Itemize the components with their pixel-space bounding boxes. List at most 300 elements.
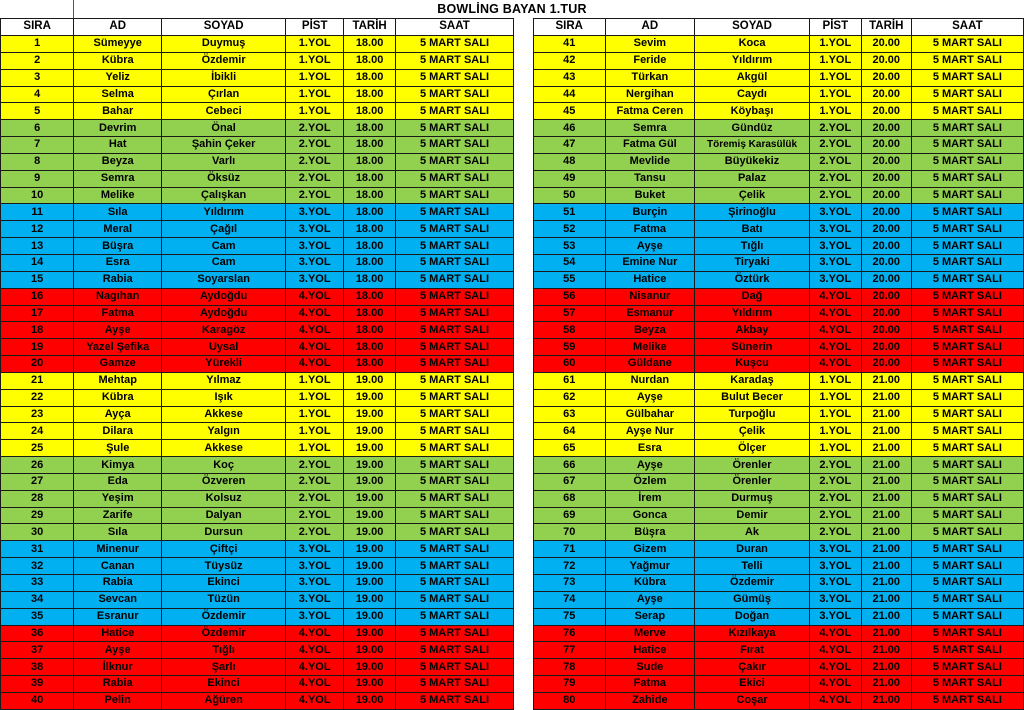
cell-tarih: 18.00 [344, 238, 396, 255]
cell-soyad: Cam [162, 238, 286, 255]
table-row [1, 524, 514, 541]
cell-tarih: 20.00 [861, 187, 911, 204]
cell-ad: Hat [74, 137, 162, 154]
cell-soyad: Özdemir [162, 52, 286, 69]
cell-sira: 62 [534, 389, 606, 406]
cell-pist: 2.YOL [286, 457, 344, 474]
cell-sira: 34 [1, 591, 74, 608]
cell-saat: 5 MART SALI [395, 221, 513, 238]
cell-soyad: Çırlan [162, 86, 286, 103]
cell-pist: 2.YOL [286, 137, 344, 154]
cell-ad: Gizem [605, 541, 695, 558]
cell-tarih: 19.00 [344, 575, 396, 592]
cell-ad: Bahar [74, 103, 162, 120]
cell-saat: 5 MART SALI [395, 372, 513, 389]
col-header-sira: SIRA [534, 19, 606, 36]
cell-tarih: 18.00 [344, 52, 396, 69]
title-bar [0, 0, 1024, 18]
cell-sira: 7 [1, 137, 74, 154]
cell-soyad: Çağıl [162, 221, 286, 238]
cell-sira: 18 [1, 322, 74, 339]
cell-tarih: 20.00 [861, 221, 911, 238]
cell-ad: Zarife [74, 507, 162, 524]
cell-sira: 20 [1, 356, 74, 373]
col-header-saat: SAAT [911, 19, 1023, 36]
cell-saat: 5 MART SALI [911, 625, 1023, 642]
cell-saat: 5 MART SALI [911, 86, 1023, 103]
cell-tarih: 21.00 [861, 575, 911, 592]
cell-ad: Gülbahar [605, 406, 695, 423]
cell-saat: 5 MART SALI [911, 52, 1023, 69]
cell-ad: Zahide [605, 692, 695, 709]
table-row [534, 120, 1024, 137]
table-row [1, 271, 514, 288]
cell-tarih: 18.00 [344, 322, 396, 339]
cell-sira: 23 [1, 406, 74, 423]
cell-ad: Sevim [605, 36, 695, 53]
table-row [534, 389, 1024, 406]
cell-soyad: Soyarslan [162, 271, 286, 288]
cell-tarih: 20.00 [861, 170, 911, 187]
cell-sira: 1 [1, 36, 74, 53]
cell-tarih: 19.00 [344, 541, 396, 558]
header-row [1, 19, 514, 36]
cell-saat: 5 MART SALI [395, 642, 513, 659]
cell-pist: 4.YOL [286, 625, 344, 642]
cell-soyad: Kızılkaya [695, 625, 810, 642]
cell-pist: 4.YOL [286, 305, 344, 322]
cell-soyad: Demir [695, 507, 810, 524]
cell-ad: İrem [605, 490, 695, 507]
cell-soyad: Karadaş [695, 372, 810, 389]
cell-saat: 5 MART SALI [911, 153, 1023, 170]
cell-tarih: 20.00 [861, 52, 911, 69]
cell-pist: 1.YOL [286, 52, 344, 69]
table-row [1, 288, 514, 305]
table-row [534, 608, 1024, 625]
cell-tarih: 21.00 [861, 507, 911, 524]
cell-tarih: 21.00 [861, 440, 911, 457]
cell-pist: 2.YOL [286, 120, 344, 137]
cell-pist: 3.YOL [809, 238, 861, 255]
cell-sira: 21 [1, 372, 74, 389]
cell-soyad: Yalgın [162, 423, 286, 440]
cell-tarih: 21.00 [861, 406, 911, 423]
cell-ad: Nurdan [605, 372, 695, 389]
cell-saat: 5 MART SALI [395, 490, 513, 507]
table-row [534, 86, 1024, 103]
cell-tarih: 18.00 [344, 103, 396, 120]
cell-pist: 1.YOL [286, 69, 344, 86]
cell-soyad: Tığlı [695, 238, 810, 255]
cell-sira: 26 [1, 457, 74, 474]
cell-pist: 4.YOL [286, 642, 344, 659]
cell-soyad: Bulut Becer [695, 389, 810, 406]
cell-tarih: 18.00 [344, 86, 396, 103]
cell-tarih: 18.00 [344, 271, 396, 288]
cell-tarih: 18.00 [344, 204, 396, 221]
table-row [534, 204, 1024, 221]
cell-sira: 66 [534, 457, 606, 474]
cell-pist: 2.YOL [286, 153, 344, 170]
cell-tarih: 20.00 [861, 339, 911, 356]
cell-saat: 5 MART SALI [911, 692, 1023, 709]
table-row [1, 575, 514, 592]
cell-saat: 5 MART SALI [911, 170, 1023, 187]
cell-sira: 78 [534, 659, 606, 676]
cell-pist: 4.YOL [809, 676, 861, 693]
cell-soyad: Özdemir [162, 608, 286, 625]
cell-soyad: Özdemir [695, 575, 810, 592]
col-header-pist: PİST [286, 19, 344, 36]
cell-saat: 5 MART SALI [395, 120, 513, 137]
cell-tarih: 20.00 [861, 271, 911, 288]
table-row [534, 490, 1024, 507]
cell-soyad: Yılmaz [162, 372, 286, 389]
cell-soyad: Koca [695, 36, 810, 53]
cell-saat: 5 MART SALI [395, 575, 513, 592]
cell-sira: 55 [534, 271, 606, 288]
cell-tarih: 21.00 [861, 558, 911, 575]
cell-tarih: 19.00 [344, 608, 396, 625]
cell-soyad: Tüzün [162, 591, 286, 608]
cell-ad: Şule [74, 440, 162, 457]
cell-sira: 9 [1, 170, 74, 187]
cell-ad: Semra [605, 120, 695, 137]
cell-pist: 3.YOL [286, 254, 344, 271]
cell-soyad: Caydı [695, 86, 810, 103]
cell-saat: 5 MART SALI [911, 541, 1023, 558]
cell-saat: 5 MART SALI [395, 187, 513, 204]
table-row [534, 69, 1024, 86]
table-row [1, 423, 514, 440]
cell-ad: Meral [74, 221, 162, 238]
cell-pist: 3.YOL [286, 271, 344, 288]
cell-soyad: Tiryaki [695, 254, 810, 271]
cell-saat: 5 MART SALI [911, 372, 1023, 389]
cell-sira: 71 [534, 541, 606, 558]
cell-soyad: Turpoğlu [695, 406, 810, 423]
cell-tarih: 20.00 [861, 137, 911, 154]
cell-ad: Türkan [605, 69, 695, 86]
cell-ad: Fatma [605, 676, 695, 693]
cell-sira: 72 [534, 558, 606, 575]
cell-soyad: Büyükekiz [695, 153, 810, 170]
cell-saat: 5 MART SALI [911, 423, 1023, 440]
cell-ad: Emine Nur [605, 254, 695, 271]
cell-ad: Ayşe [605, 238, 695, 255]
cell-sira: 33 [1, 575, 74, 592]
cell-pist: 1.YOL [809, 440, 861, 457]
cell-ad: Esra [74, 254, 162, 271]
cell-soyad: Akkese [162, 406, 286, 423]
cell-tarih: 21.00 [861, 457, 911, 474]
cell-pist: 1.YOL [286, 423, 344, 440]
cell-ad: Yeliz [74, 69, 162, 86]
cell-sira: 46 [534, 120, 606, 137]
cell-soyad: Cam [162, 254, 286, 271]
cell-pist: 3.YOL [286, 558, 344, 575]
cell-pist: 3.YOL [286, 591, 344, 608]
cell-pist: 3.YOL [286, 204, 344, 221]
cell-sira: 76 [534, 625, 606, 642]
cell-ad: Gonca [605, 507, 695, 524]
cell-pist: 4.YOL [286, 339, 344, 356]
table-row [1, 507, 514, 524]
cell-ad: Sude [605, 659, 695, 676]
cell-soyad: Çelik [695, 423, 810, 440]
cell-ad: Hatice [74, 625, 162, 642]
cell-soyad: Öztürk [695, 271, 810, 288]
cell-soyad: Töremiş Karasülük [695, 137, 810, 154]
cell-soyad: Yıldırım [695, 305, 810, 322]
cell-ad: Rabia [74, 271, 162, 288]
cell-sira: 54 [534, 254, 606, 271]
cell-tarih: 20.00 [861, 103, 911, 120]
table-row [1, 692, 514, 709]
cell-ad: Selma [74, 86, 162, 103]
cell-tarih: 18.00 [344, 153, 396, 170]
cell-soyad: Yıldırım [162, 204, 286, 221]
cell-ad: Beyza [605, 322, 695, 339]
cell-soyad: Tığlı [162, 642, 286, 659]
cell-sira: 38 [1, 659, 74, 676]
cell-ad: Devrim [74, 120, 162, 137]
table-row [1, 440, 514, 457]
table-row [1, 608, 514, 625]
cell-saat: 5 MART SALI [911, 120, 1023, 137]
table-row [534, 558, 1024, 575]
cell-soyad: Çelik [695, 187, 810, 204]
cell-saat: 5 MART SALI [395, 423, 513, 440]
cell-sira: 48 [534, 153, 606, 170]
cell-sira: 4 [1, 86, 74, 103]
col-header-saat: SAAT [395, 19, 513, 36]
cell-saat: 5 MART SALI [395, 271, 513, 288]
table-row [534, 676, 1024, 693]
cell-sira: 74 [534, 591, 606, 608]
cell-sira: 19 [1, 339, 74, 356]
cell-soyad: Karagöz [162, 322, 286, 339]
cell-saat: 5 MART SALI [395, 507, 513, 524]
cell-pist: 3.YOL [286, 608, 344, 625]
cell-saat: 5 MART SALI [911, 406, 1023, 423]
cell-saat: 5 MART SALI [911, 591, 1023, 608]
cell-saat: 5 MART SALI [395, 36, 513, 53]
cell-sira: 30 [1, 524, 74, 541]
cell-soyad: Coşar [695, 692, 810, 709]
schedule-table-left [0, 18, 514, 710]
table-row [1, 490, 514, 507]
table-row [1, 238, 514, 255]
table-row [1, 659, 514, 676]
table-row [534, 103, 1024, 120]
cell-sira: 53 [534, 238, 606, 255]
cell-saat: 5 MART SALI [395, 676, 513, 693]
table-row [534, 457, 1024, 474]
cell-pist: 4.YOL [286, 288, 344, 305]
cell-ad: Ayşe [74, 322, 162, 339]
table-row [1, 625, 514, 642]
cell-saat: 5 MART SALI [911, 490, 1023, 507]
table-row [534, 642, 1024, 659]
cell-tarih: 21.00 [861, 659, 911, 676]
cell-saat: 5 MART SALI [911, 204, 1023, 221]
cell-pist: 2.YOL [809, 137, 861, 154]
cell-tarih: 19.00 [344, 524, 396, 541]
table-row [534, 440, 1024, 457]
cell-ad: Esranur [74, 608, 162, 625]
cell-sira: 8 [1, 153, 74, 170]
cell-pist: 4.YOL [809, 692, 861, 709]
cell-ad: Sevcan [74, 591, 162, 608]
schedule-table-right [533, 18, 1024, 710]
cell-tarih: 18.00 [344, 137, 396, 154]
table-row [1, 473, 514, 490]
cell-ad: Özlem [605, 473, 695, 490]
cell-saat: 5 MART SALI [395, 137, 513, 154]
cell-soyad: Duymuş [162, 36, 286, 53]
cell-sira: 44 [534, 86, 606, 103]
col-header-soyad: SOYAD [162, 19, 286, 36]
cell-tarih: 21.00 [861, 423, 911, 440]
cell-soyad: Ekinci [162, 676, 286, 693]
cell-sira: 15 [1, 271, 74, 288]
cell-pist: 3.YOL [809, 575, 861, 592]
cell-tarih: 19.00 [344, 692, 396, 709]
cell-saat: 5 MART SALI [395, 69, 513, 86]
col-header-pist: PİST [809, 19, 861, 36]
cell-saat: 5 MART SALI [395, 52, 513, 69]
cell-tarih: 20.00 [861, 153, 911, 170]
cell-soyad: Köybaşı [695, 103, 810, 120]
cell-saat: 5 MART SALI [395, 473, 513, 490]
cell-saat: 5 MART SALI [395, 322, 513, 339]
cell-pist: 3.YOL [809, 608, 861, 625]
cell-soyad: Telli [695, 558, 810, 575]
table-row [1, 389, 514, 406]
cell-soyad: Şahin Çeker [162, 137, 286, 154]
cell-pist: 4.YOL [286, 322, 344, 339]
cell-sira: 64 [534, 423, 606, 440]
cell-saat: 5 MART SALI [911, 473, 1023, 490]
cell-soyad: Ekinci [162, 575, 286, 592]
table-row [534, 36, 1024, 53]
cell-saat: 5 MART SALI [911, 558, 1023, 575]
cell-sira: 29 [1, 507, 74, 524]
table-row [1, 322, 514, 339]
table-row [534, 187, 1024, 204]
cell-soyad: Örenler [695, 457, 810, 474]
table-row [1, 69, 514, 86]
cell-pist: 2.YOL [809, 490, 861, 507]
cell-ad: Ayşe Nur [605, 423, 695, 440]
cell-sira: 13 [1, 238, 74, 255]
cell-tarih: 18.00 [344, 356, 396, 373]
cell-soyad: Aydoğdu [162, 305, 286, 322]
cell-saat: 5 MART SALI [395, 541, 513, 558]
cell-soyad: Çakır [695, 659, 810, 676]
cell-ad: Beyza [74, 153, 162, 170]
cell-tarih: 18.00 [344, 221, 396, 238]
table-row [534, 288, 1024, 305]
cell-pist: 4.YOL [286, 676, 344, 693]
cell-pist: 4.YOL [809, 642, 861, 659]
cell-sira: 2 [1, 52, 74, 69]
header-row [534, 19, 1024, 36]
cell-tarih: 19.00 [344, 676, 396, 693]
table-row [1, 558, 514, 575]
table-row [1, 254, 514, 271]
cell-soyad: Sünerin [695, 339, 810, 356]
cell-tarih: 21.00 [861, 625, 911, 642]
cell-ad: Ayşe [605, 457, 695, 474]
cell-ad: Burçin [605, 204, 695, 221]
cell-tarih: 19.00 [344, 473, 396, 490]
cell-sira: 24 [1, 423, 74, 440]
cell-tarih: 20.00 [861, 238, 911, 255]
cell-sira: 37 [1, 642, 74, 659]
cell-saat: 5 MART SALI [395, 608, 513, 625]
cell-sira: 75 [534, 608, 606, 625]
cell-pist: 2.YOL [809, 170, 861, 187]
cell-saat: 5 MART SALI [911, 36, 1023, 53]
cell-sira: 73 [534, 575, 606, 592]
cell-tarih: 21.00 [861, 541, 911, 558]
cell-soyad: Aydoğdu [162, 288, 286, 305]
cell-saat: 5 MART SALI [911, 69, 1023, 86]
cell-soyad: Kolsuz [162, 490, 286, 507]
table-row [534, 238, 1024, 255]
cell-ad: Semra [74, 170, 162, 187]
table-row [1, 120, 514, 137]
table-row [534, 423, 1024, 440]
cell-soyad: İbikli [162, 69, 286, 86]
table-row [534, 473, 1024, 490]
cell-pist: 3.YOL [809, 254, 861, 271]
cell-sira: 3 [1, 69, 74, 86]
cell-tarih: 21.00 [861, 608, 911, 625]
table-row [1, 221, 514, 238]
cell-tarih: 19.00 [344, 423, 396, 440]
cell-saat: 5 MART SALI [911, 271, 1023, 288]
table-row [1, 52, 514, 69]
cell-pist: 3.YOL [286, 541, 344, 558]
cell-pist: 4.YOL [809, 659, 861, 676]
cell-tarih: 21.00 [861, 676, 911, 693]
cell-soyad: Akbay [695, 322, 810, 339]
cell-soyad: Uysal [162, 339, 286, 356]
cell-pist: 1.YOL [809, 423, 861, 440]
col-header-ad: AD [74, 19, 162, 36]
cell-pist: 3.YOL [286, 238, 344, 255]
cell-saat: 5 MART SALI [911, 642, 1023, 659]
cell-tarih: 21.00 [861, 473, 911, 490]
cell-ad: Güldane [605, 356, 695, 373]
cell-tarih: 19.00 [344, 372, 396, 389]
table-row [1, 103, 514, 120]
cell-tarih: 21.00 [861, 692, 911, 709]
cell-tarih: 18.00 [344, 254, 396, 271]
cell-pist: 4.YOL [809, 322, 861, 339]
cell-saat: 5 MART SALI [395, 440, 513, 457]
cell-ad: Fatma Gül [605, 137, 695, 154]
cell-sira: 51 [534, 204, 606, 221]
cell-soyad: Akkese [162, 440, 286, 457]
cell-tarih: 19.00 [344, 558, 396, 575]
cell-saat: 5 MART SALI [395, 103, 513, 120]
cell-sira: 14 [1, 254, 74, 271]
